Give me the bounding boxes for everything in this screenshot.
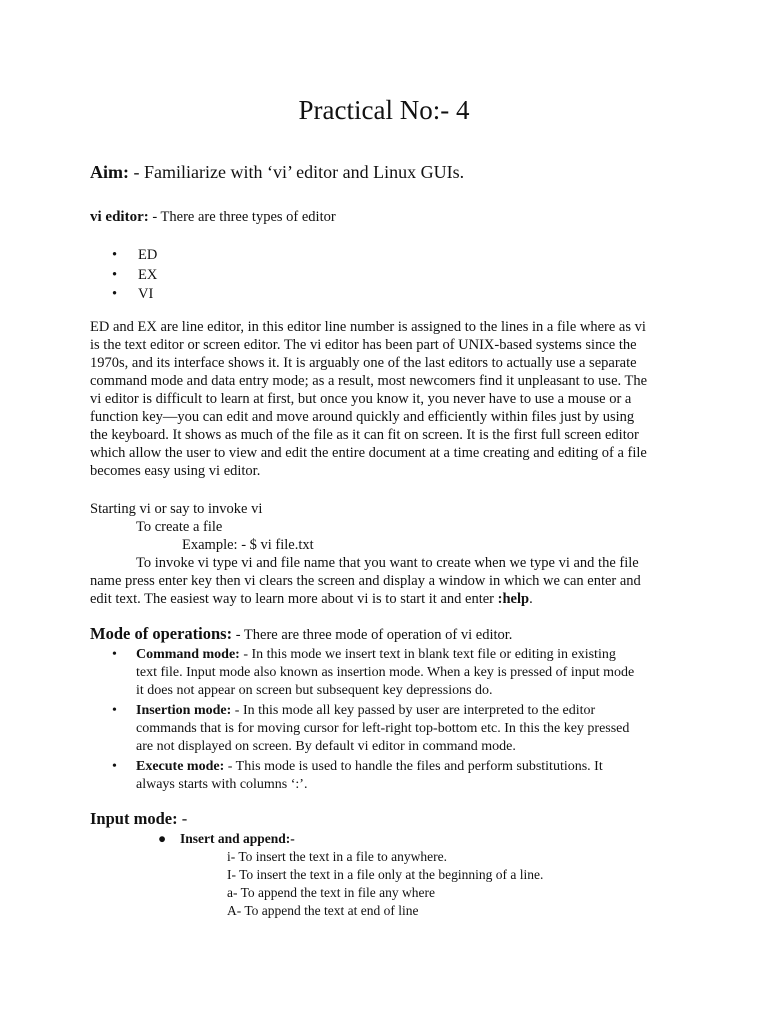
invoke-line: To invoke vi type vi and file name that you want to create when we type vi and the file xyxy=(136,555,639,571)
bullet-icon: • xyxy=(112,647,117,662)
create-file-line: To create a file xyxy=(136,519,223,535)
input-mode-line xyxy=(90,808,187,830)
insert-append-heading: ● Insert and append:- xyxy=(158,831,295,846)
editor-types-list xyxy=(90,246,157,305)
insert-command-item: I- To insert the text in a file only at the beginning of a line. xyxy=(227,867,544,882)
invoke-line-2: name press enter key then vi clears the screen and display a window in which we can enter and xyxy=(90,573,641,589)
mode-of-operations-label: Mode of operations: xyxy=(90,624,233,643)
paragraph-line: which allow the user to view and edit the entire document at a time creating and editing of a file xyxy=(90,445,647,461)
insert-append-section xyxy=(90,830,690,920)
paragraph-line: ED and EX are line editor, in this editor line number is assigned to the lines in a file where as vi xyxy=(90,319,646,335)
invoke-line-3: edit text. The easiest way to learn more about vi is to start it and enter :help. xyxy=(90,591,533,607)
aim-label: Aim: xyxy=(90,162,129,182)
bullet-icon: ● xyxy=(158,831,167,846)
insert-command-item: A- To append the text at end of line xyxy=(227,903,419,918)
bullet-icon: • xyxy=(112,286,118,302)
paragraph-line: is the text editor or screen editor. The vi editor has been part of UNIX-based systems since the xyxy=(90,337,637,353)
list-item: • ED xyxy=(90,246,157,266)
mode-label: Insertion mode: xyxy=(136,703,232,718)
help-command: :help xyxy=(497,591,530,607)
paragraph-line: 1970s, and its interface shows it. It is arguably one of the last editors to actually use a separate xyxy=(90,355,637,371)
vi-editor-line xyxy=(90,207,336,227)
mode-label: Command mode: xyxy=(136,647,240,662)
vi-editor-label: vi editor: xyxy=(90,209,149,225)
page-title: Practical No:- 4 xyxy=(298,95,470,125)
list-item: • Command mode: - In this mode we insert text in blank text file or editing in existing text file. Input mode also known as insertion mode. When a key is pressed of input mode it does not appear on screen but subsequent key depressions do. xyxy=(112,647,635,698)
starting-vi-section xyxy=(90,500,690,608)
bullet-icon: • xyxy=(112,703,117,718)
paragraph-line: function key—you can edit and move around quickly and efficiently within files just by using xyxy=(90,409,635,425)
mode-label: Execute mode: xyxy=(136,759,225,774)
vi-editor-text: - There are three types of editor xyxy=(148,209,336,225)
input-mode-text: - xyxy=(177,809,188,828)
list-item: • Execute mode: - This mode is used to handle the files and perform substitutions. It always starts with columns ‘:’. xyxy=(112,759,603,792)
insert-command-item: i- To insert the text in a file to anywhere. xyxy=(227,849,447,864)
paragraph-line: the keyboard. It shows as much of the file as it can fit on screen. It is the first full screen editor xyxy=(90,427,639,443)
list-item: • VI xyxy=(90,285,157,305)
mode-of-operations-text: - There are three mode of operation of vi editor. xyxy=(232,627,513,643)
insert-command-item: a- To append the text in file any where xyxy=(227,885,435,900)
paragraph-line: command mode and data entry mode; as a result, most newcomers find it unpleasant to use. The xyxy=(90,373,648,389)
list-item: • Insertion mode: - In this mode all key passed by user are interpreted to the editor commands that is for moving cursor for left-right top-bottom etc. In this the key pressed are not displayed on screen. By default vi editor in command mode. xyxy=(112,703,630,754)
starting-heading: Starting vi or say to invoke vi xyxy=(90,501,263,517)
bullet-icon: • xyxy=(112,247,118,263)
modes-list xyxy=(90,646,690,796)
paragraph-line: vi editor is difficult to learn at first, but once you know it, you never have to use a mouse or a xyxy=(90,391,632,407)
bullet-icon: • xyxy=(112,266,118,283)
aim-text: - Familiarize with ‘vi’ editor and Linux GUIs. xyxy=(129,162,465,182)
vi-description-paragraph xyxy=(90,318,680,480)
list-item: • EX xyxy=(90,266,157,286)
mode-of-operations-line xyxy=(90,624,512,645)
aim-line xyxy=(90,160,464,184)
paragraph-line: becomes easy using vi editor. xyxy=(90,463,261,479)
bullet-icon: • xyxy=(112,759,117,774)
example-line: Example: - $ vi file.txt xyxy=(182,537,314,553)
input-mode-label: Input mode: xyxy=(90,809,178,828)
